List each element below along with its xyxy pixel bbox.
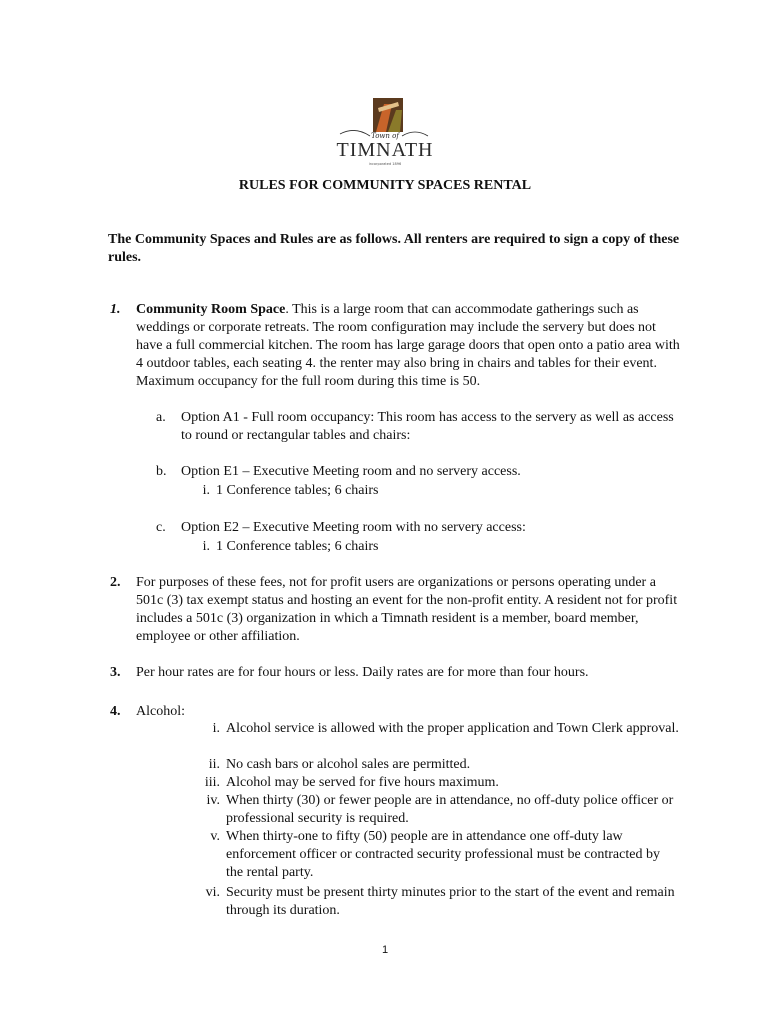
timnath-logo <box>300 96 470 168</box>
rule-text: Alcohol may be served for five hours maximum. <box>226 775 499 790</box>
rule-marker: vi. <box>205 885 220 900</box>
rule-text: Security must be present thirty minutes prior to the start of the event and remain through its duration. <box>226 885 675 918</box>
rule-item-4 <box>110 703 680 721</box>
item-heading: Community Room Space <box>136 302 286 317</box>
item-marker: 1. <box>110 302 121 317</box>
item-text: Alcohol: <box>136 704 185 719</box>
rule-item-1 <box>110 301 680 397</box>
document-title: RULES FOR COMMUNITY SPACES RENTAL <box>238 178 532 193</box>
rule-marker: iii. <box>204 775 220 790</box>
item-text: For purposes of these fees, not for profit users are organizations or persons operating under a 501c (3) tax exempt status and hosting an event for the non-profit entity. A resident not for profit includes a 501c (3) organization in which a Timnath resident is a member, board member, employee or other affiliation. <box>136 575 678 644</box>
item-marker: 2. <box>110 575 121 590</box>
item-body <box>136 301 681 391</box>
rule-marker: ii. <box>208 757 220 772</box>
option-marker: c. <box>156 520 166 535</box>
logo-emblem-icon <box>373 98 403 132</box>
rule-marker: iv. <box>206 793 220 808</box>
intro-paragraph: The Community Spaces and Rules are as follows. All renters are required to sign a copy of these rules. <box>108 232 680 265</box>
rule-text: No cash bars or alcohol sales are permitted. <box>226 757 471 772</box>
item-marker: 3. <box>110 665 121 680</box>
detail-text: 1 Conference tables; 6 chairs <box>216 539 379 554</box>
option-marker: b. <box>156 464 167 479</box>
option-a1 <box>156 409 676 445</box>
option-e2 <box>156 519 676 537</box>
rule-text: Alcohol service is allowed with the proper application and Town Clerk approval. <box>226 721 679 736</box>
option-marker: a. <box>156 410 166 425</box>
rule-text: When thirty (30) or fewer people are in attendance, no off-duty police officer or professional security is required. <box>226 793 674 826</box>
logo-name: TIMNATH <box>336 139 434 161</box>
option-text: Option E2 – Executive Meeting room with no servery access: <box>181 520 526 535</box>
item-text: Per hour rates are for four hours or less. Daily rates are for more than four hours. <box>136 665 589 680</box>
rule-item-2 <box>110 574 680 648</box>
detail-marker: i. <box>202 483 210 498</box>
rule-marker: v. <box>210 829 220 844</box>
logo-script-text: Town of <box>371 132 399 140</box>
page-number: 1 <box>381 944 389 956</box>
option-e1 <box>156 463 676 481</box>
item-text: . This is a large room that can accommodate gatherings such as weddings or corporate retreats. The room configuration may include the servery but does not have a full commercial kitchen. The room has large garage doors that open onto a patio area with 4 outdoor tables, each seating 4. the renter may also bring in chairs and tables for their event. Maximum occupancy for the full room during this time is 50. <box>136 302 680 389</box>
detail-marker: i. <box>202 539 210 554</box>
detail-text: 1 Conference tables; 6 chairs <box>216 483 379 498</box>
rule-marker: i. <box>212 721 220 736</box>
option-text: Option E1 – Executive Meeting room and no servery access. <box>181 464 521 479</box>
logo-tagline: incorporated 1896 <box>368 162 402 166</box>
rule-item-3 <box>110 664 680 682</box>
item-marker: 4. <box>110 704 121 719</box>
rule-text: When thirty-one to fifty (50) people are in attendance one off-duty law enforcement officer or contracted security professional must be contracted by the rental party. <box>226 829 660 880</box>
option-text: Option A1 - Full room occupancy: This room has access to the servery as well as access to round or rectangular tables and chairs: <box>181 410 674 443</box>
